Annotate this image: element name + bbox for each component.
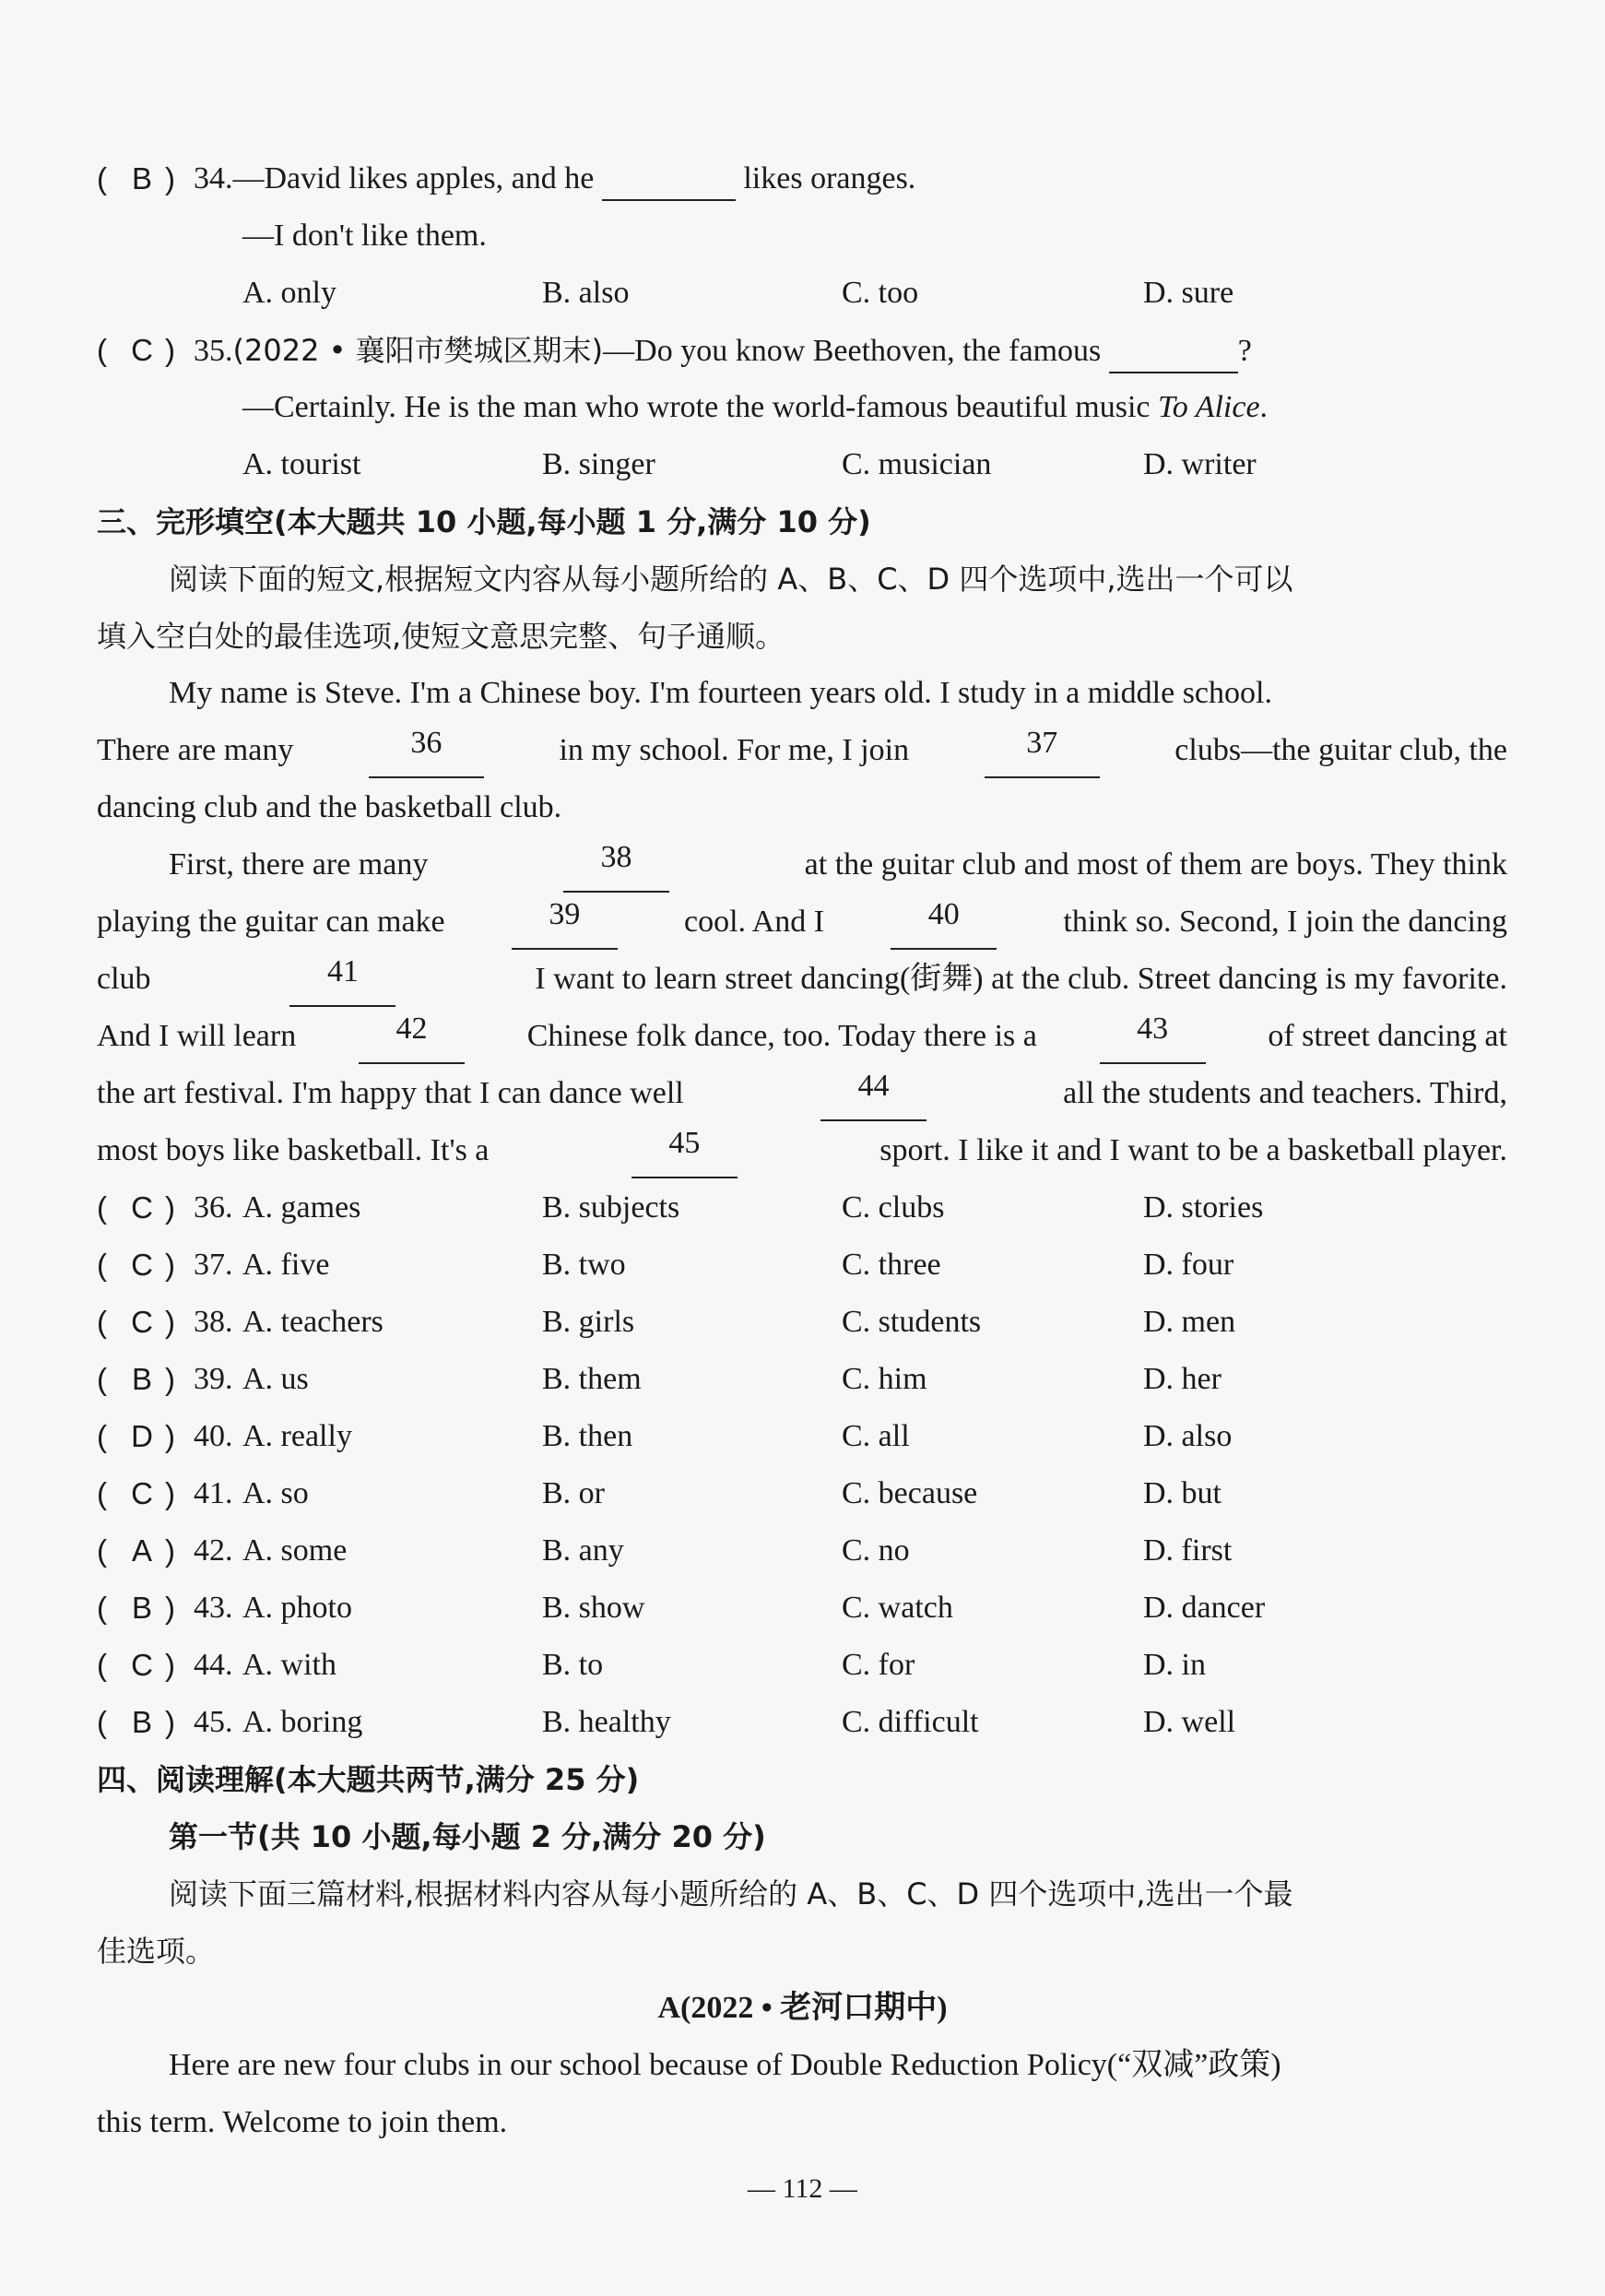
question-number: 44. bbox=[194, 1648, 233, 1682]
option-d: D. dancer bbox=[1143, 1591, 1266, 1625]
option-b: B. or bbox=[542, 1476, 605, 1510]
option-b: B. them bbox=[542, 1362, 642, 1396]
option-c: C. students bbox=[842, 1305, 982, 1339]
option-a: A. some bbox=[242, 1533, 348, 1568]
option-d: D. well bbox=[1143, 1705, 1236, 1739]
option-a: A. so bbox=[242, 1476, 309, 1510]
option-b: B. then bbox=[542, 1419, 633, 1453]
option-b: B. show bbox=[542, 1591, 645, 1625]
option-c: C. clubs bbox=[842, 1190, 945, 1225]
option-a: A. teachers bbox=[242, 1305, 384, 1339]
answer-letter: ( A ) bbox=[97, 1533, 175, 1568]
option-c: C. no bbox=[842, 1533, 910, 1568]
page-number: — 112 — bbox=[748, 2173, 857, 2204]
option-c: C. for bbox=[842, 1648, 915, 1682]
passage-line: most boys like basketball. It's a 45 sport. I like it and I want to be a basketball player. bbox=[97, 1123, 1507, 1178]
passage-line: the art festival. I'm happy that I can dance well 44 all the students and teachers. Third, bbox=[97, 1066, 1507, 1121]
option-c: C. all bbox=[842, 1419, 910, 1453]
blank-45: 45 bbox=[631, 1123, 738, 1178]
option-c: C. him bbox=[842, 1362, 927, 1396]
passage-line: There are many 36 in my school. For me, I join 37 clubs—the guitar club, the bbox=[97, 723, 1507, 778]
blank bbox=[602, 159, 736, 201]
question-number: 37. bbox=[194, 1248, 233, 1282]
passage-a-line: this term. Welcome to join them. bbox=[97, 2105, 508, 2139]
option-c: C. watch bbox=[842, 1591, 953, 1625]
blank-43: 43 bbox=[1100, 1009, 1206, 1064]
question-number: 41. bbox=[194, 1476, 233, 1510]
option-a: A. with bbox=[242, 1648, 336, 1682]
answer-letter: ( C ) bbox=[97, 1648, 175, 1682]
blank-38: 38 bbox=[563, 837, 669, 893]
answer-letter: ( D ) bbox=[97, 1419, 175, 1453]
blank-39: 39 bbox=[512, 894, 618, 950]
question-number: 36. bbox=[194, 1190, 233, 1225]
question-number: 42. bbox=[194, 1533, 233, 1568]
answer-34: ( B ) bbox=[97, 161, 175, 195]
section4-instruction-2: 佳选项。 bbox=[97, 1934, 216, 1969]
option-d: D. in bbox=[1143, 1648, 1206, 1682]
option-d: D. also bbox=[1143, 1419, 1233, 1453]
option-b: B. two bbox=[542, 1248, 626, 1282]
blank-37: 37 bbox=[985, 723, 1100, 778]
option-c: C. difficult bbox=[842, 1705, 979, 1739]
answer-letter: ( B ) bbox=[97, 1591, 175, 1625]
passage-line: club 41 I want to learn street dancing(街舞) at the club. Street dancing is my favorite. bbox=[97, 952, 1507, 1007]
option-b: B. girls bbox=[542, 1305, 635, 1339]
option-a: A. really bbox=[242, 1419, 352, 1453]
option-d: D. her bbox=[1143, 1362, 1221, 1396]
blank-44: 44 bbox=[820, 1066, 926, 1121]
passage-line: And I will learn 42 Chinese folk dance, too. Today there is a 43 of street dancing at bbox=[97, 1009, 1507, 1064]
option-d: D. four bbox=[1143, 1248, 1234, 1282]
answer-letter: ( B ) bbox=[97, 1362, 175, 1396]
passage-line: playing the guitar can make 39 cool. And I 40 think so. Second, I join the dancing bbox=[97, 894, 1507, 950]
option-d: D. first bbox=[1143, 1533, 1233, 1568]
section3-instruction-1: 阅读下面的短文,根据短文内容从每小题所给的 A、B、C、D 四个选项中,选出一个可以 bbox=[169, 562, 1293, 597]
option-b: B. to bbox=[542, 1648, 604, 1682]
answer-letter: ( C ) bbox=[97, 1476, 175, 1510]
blank-41: 41 bbox=[289, 952, 395, 1007]
question-number: 43. bbox=[194, 1591, 233, 1625]
answer-35: ( C ) bbox=[97, 333, 175, 367]
section4-subheading: 第一节(共 10 小题,每小题 2 分,满分 20 分) bbox=[169, 1819, 766, 1854]
section4-instruction-1: 阅读下面三篇材料,根据材料内容从每小题所给的 A、B、C、D 四个选项中,选出一个最 bbox=[169, 1876, 1293, 1911]
option-b: B. any bbox=[542, 1533, 624, 1568]
section3-heading: 三、完形填空(本大题共 10 小题,每小题 1 分,满分 10 分) bbox=[97, 504, 871, 539]
passage-line: First, there are many 38 at the guitar club and most of them are boys. They think bbox=[169, 837, 1507, 893]
option-c: C. because bbox=[842, 1476, 978, 1510]
section4-heading: 四、阅读理解(本大题共两节,满分 25 分) bbox=[97, 1762, 640, 1797]
passage-line: My name is Steve. I'm a Chinese boy. I'm fourteen years old. I study in a middle school. bbox=[169, 676, 1272, 710]
answer-letter: ( C ) bbox=[97, 1305, 175, 1339]
option-d: D. stories bbox=[1143, 1190, 1264, 1225]
passage-a-title: A(2022 • 老河口期中) bbox=[657, 1991, 948, 2025]
blank bbox=[1109, 331, 1238, 373]
answer-letter: ( C ) bbox=[97, 1190, 175, 1225]
option-d: D. but bbox=[1143, 1476, 1221, 1510]
passage-line: dancing club and the basketball club. bbox=[97, 790, 562, 824]
option-a: A. us bbox=[242, 1362, 309, 1396]
answer-letter: ( C ) bbox=[97, 1248, 175, 1282]
option-a: A. five bbox=[242, 1248, 330, 1282]
option-c: C. three bbox=[842, 1248, 941, 1282]
option-b: B. subjects bbox=[542, 1190, 680, 1225]
option-a: A. games bbox=[242, 1190, 361, 1225]
option-a: A. boring bbox=[242, 1705, 363, 1739]
option-a: A. photo bbox=[242, 1591, 352, 1625]
passage-a-line: Here are new four clubs in our school because of Double Reduction Policy(“双减”政策) bbox=[169, 2048, 1281, 2082]
question-number: 40. bbox=[194, 1419, 233, 1453]
question-number: 38. bbox=[194, 1305, 233, 1339]
question-number: 45. bbox=[194, 1705, 233, 1739]
blank-42: 42 bbox=[359, 1009, 465, 1064]
answer-letter: ( B ) bbox=[97, 1705, 175, 1739]
option-d: D. men bbox=[1143, 1305, 1236, 1339]
blank-36: 36 bbox=[369, 723, 484, 778]
section3-instruction-2: 填入空白处的最佳选项,使短文意思完整、句子通顺。 bbox=[97, 619, 785, 654]
question-number: 39. bbox=[194, 1362, 233, 1396]
option-b: B. healthy bbox=[542, 1705, 671, 1739]
blank-40: 40 bbox=[891, 894, 997, 950]
exam-page: ( B ) 34.—David likes apples, and he likes oranges. —I don't like them. A. only B. also C. too D. sure ( C ) 35.(2022 • 襄阳市樊城区期末)—Do you know Beethoven, the famous ? —Certainly. He is the man who wrote the world-famous beautiful music To Alice. A. tourist B. singer C. musician D. writer 三、完形填空(本大题共 10 小题,每小题 1 分,满分 10 分) 阅读下面的短文,根据短文内容从每小题所给的 A、B、C、D 四个选项中,选出一个可以 填入空白处的最佳选项,使短文意思完整、句子通顺。 My name is Steve. I'm a Chinese boy. I'm fourteen years old. I study in a middle school. There are many 36 in my school. For me, I join 37 clubs—the guitar club, the dancing club and the basketball club. First, there are many 38 at the guitar club and most of them are boys. They think playing the guitar can make 39 cool. And I 40 think so. Second, I join the dancing club 41 I want to learn street dancing(街舞) at the club. Street dancing is my favorite. And I will learn 42 Chinese folk dance, too. Today there is a 43 of street dancing at the art festival. I'm happy that I can dance well 44 all the students and teachers. Third, most boys like basketball. It's a 45 sport. I like it and I want to be a basketball player. ( C ) 36. A. games B. subjects C. clubs D. stories ( C ) 37. A. five B. two C. three D. four ( C ) 38. A. teachers B. girls C. students D. men ( B ) 39. A. us B. them C. him D. her ( D ) 40. A. really B. then C. all D. also ( C ) 41. A. so B. or C. because D. but ( A ) 42. A. some B. any C. no D. first ( B ) 43. A. photo B. show C. watch D. dancer ( C ) 44. A. with B. to C. for D. in ( B ) 45. A. boring B. healthy C. difficult D. well 四、阅读理解(本大题共两节,满分 25 分) 第一节(共 10 小题,每小题 2 分,满分 20 分) 阅读下面三篇材料,根据材料内容从每小题所给的 A、B、C、D 四个选项中,选出一个最 佳选项。 A(2022 • 老河口期中) Here are new four clubs in our school because of Double Reduction Policy(“双减”政策) this term. Welcome to join them. — 112 — bbox=[0, 0, 1605, 2296]
